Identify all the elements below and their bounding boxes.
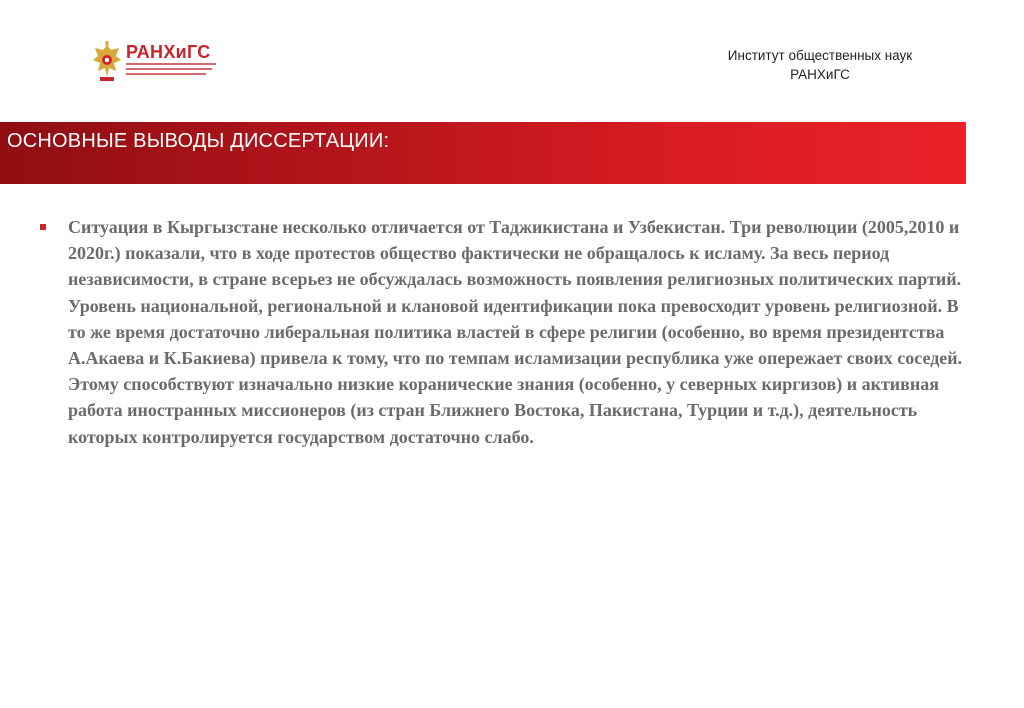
- section-title: ОСНОВНЫЕ ВЫВОДЫ ДИССЕРТАЦИИ:: [7, 130, 390, 152]
- ranepa-logo: [92, 41, 222, 83]
- institute-line-1: Институт общественных наук: [727, 48, 913, 63]
- logo-text: РАНХиГС: [126, 42, 211, 62]
- list-item: [40, 214, 980, 450]
- square-bullet-icon: [40, 224, 46, 230]
- logo-subtitle-lines: [126, 63, 216, 78]
- institute-name: [700, 46, 940, 84]
- bullet-text: Ситуация в Кыргызстане несколько отличается от Таджикистана и Узбекистан. Три революции (2005,2010 и 2020г.) показали, что в ходе протестов общество фактически не обращалось к исламу. За весь период независимости, в стране всерьез не обсуждалась возможность появления религиозных политических партий. Уровень национальной, региональной и клановой идентификации пока превосходит уровень религиозной. В то же время достаточно либеральная политика властей в сфере религии (особенно, во время президентства А.Акаева и К.Бакиева) привела к тому, что по темпам исламизации республика уже опережает своих соседей. Этому способствуют изначально низкие коранические знания (особенно, у северных киргизов) и активная работа иностранных миссионеров (из стран Ближнего Востока, Пакистана, Турции и т.д.), деятельность которых контролируется государством достаточно слабо.: [68, 217, 963, 447]
- eagle-emblem-icon: [92, 41, 122, 83]
- content-area: [40, 214, 980, 450]
- section-banner: [0, 122, 966, 184]
- institute-line-2: РАНХиГС: [790, 67, 850, 82]
